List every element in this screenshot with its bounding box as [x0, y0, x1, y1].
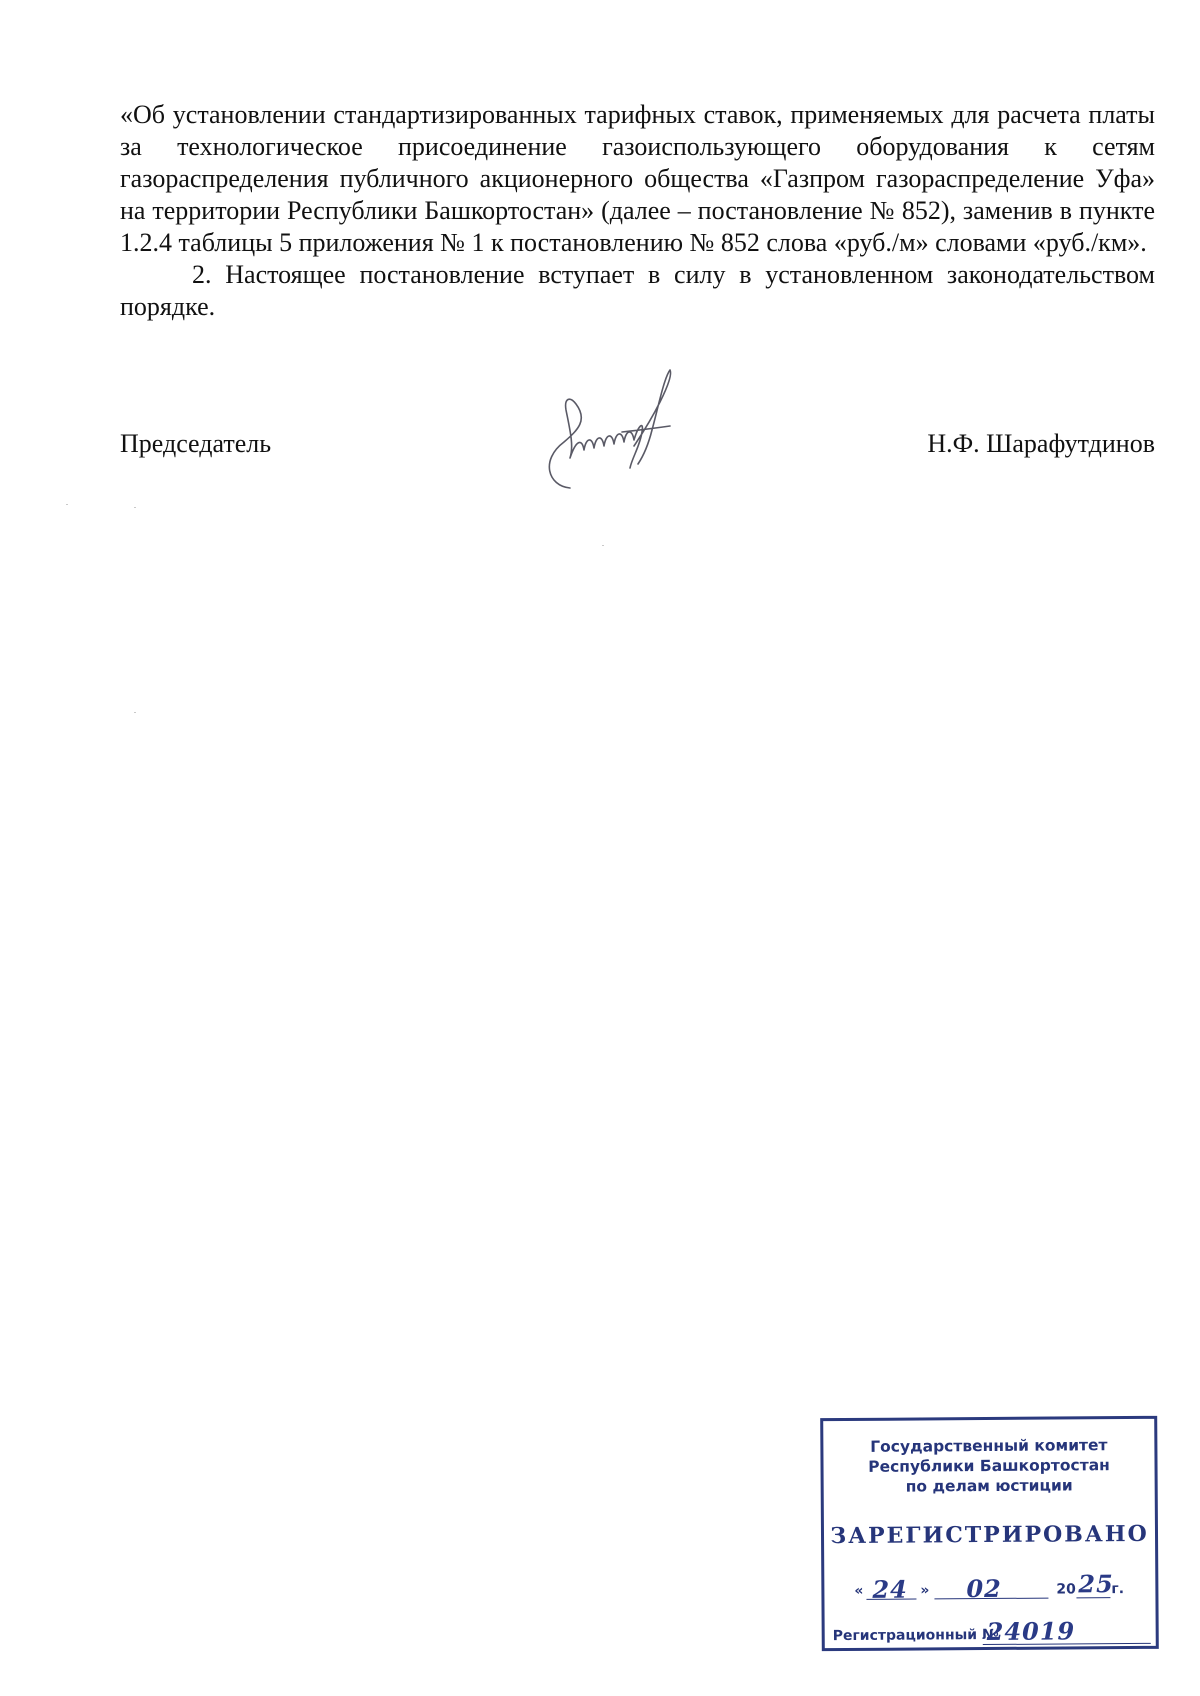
- stamp-day: 24: [872, 1574, 908, 1604]
- stamp-registration: [833, 1616, 1153, 1648]
- paragraph-1: «Об установлении стандартизированных тарифных ставок, применяемых для расчета платы за технологическое присоединение газоиспользующего оборудования к сетям газораспределения публичного акционерного общества «Газпром газораспределение Уфа» на территории Республики Башкортостан» (далее – постановление № 852), заменив в пункте 1.2.4 таблицы 5 приложения № 1 к постановлению № 852 слова «руб./м» словами «руб./км».: [120, 100, 1155, 257]
- stamp-quote-close: »: [920, 1582, 930, 1599]
- stamp-month: 02: [966, 1573, 1002, 1604]
- stamp-date: [854, 1567, 1144, 1603]
- stamp-org-line-1: Государственный комитет: [870, 1436, 1108, 1456]
- stamp-year-suffix: г.: [1111, 1581, 1125, 1598]
- stamp-reg-number: 24019: [986, 1616, 1076, 1647]
- registration-stamp: [820, 1416, 1159, 1651]
- document-body: [120, 99, 1155, 323]
- signatory-title: Председатель: [120, 429, 272, 458]
- stamp-reg-label: Регистрационный №: [832, 1626, 999, 1645]
- stamp-organization: [823, 1435, 1154, 1497]
- stamp-status: ЗАРЕГИСТРИРОВАНО: [830, 1520, 1149, 1550]
- stamp-quote-open: «: [854, 1582, 864, 1599]
- stamp-org-line-3: по делам юстиции: [905, 1476, 1073, 1496]
- handwritten-signature: [530, 368, 710, 498]
- stamp-year: 25: [1078, 1569, 1114, 1599]
- signatory-name: Н.Ф. Шарафутдинов: [927, 429, 1155, 458]
- paragraph-2: 2. Настоящее постановление вступает в силу в установленном законодательством порядке.: [120, 260, 1155, 321]
- stamp-century: 20: [1056, 1581, 1076, 1598]
- stamp-org-line-2: Республики Башкортостан: [868, 1456, 1110, 1476]
